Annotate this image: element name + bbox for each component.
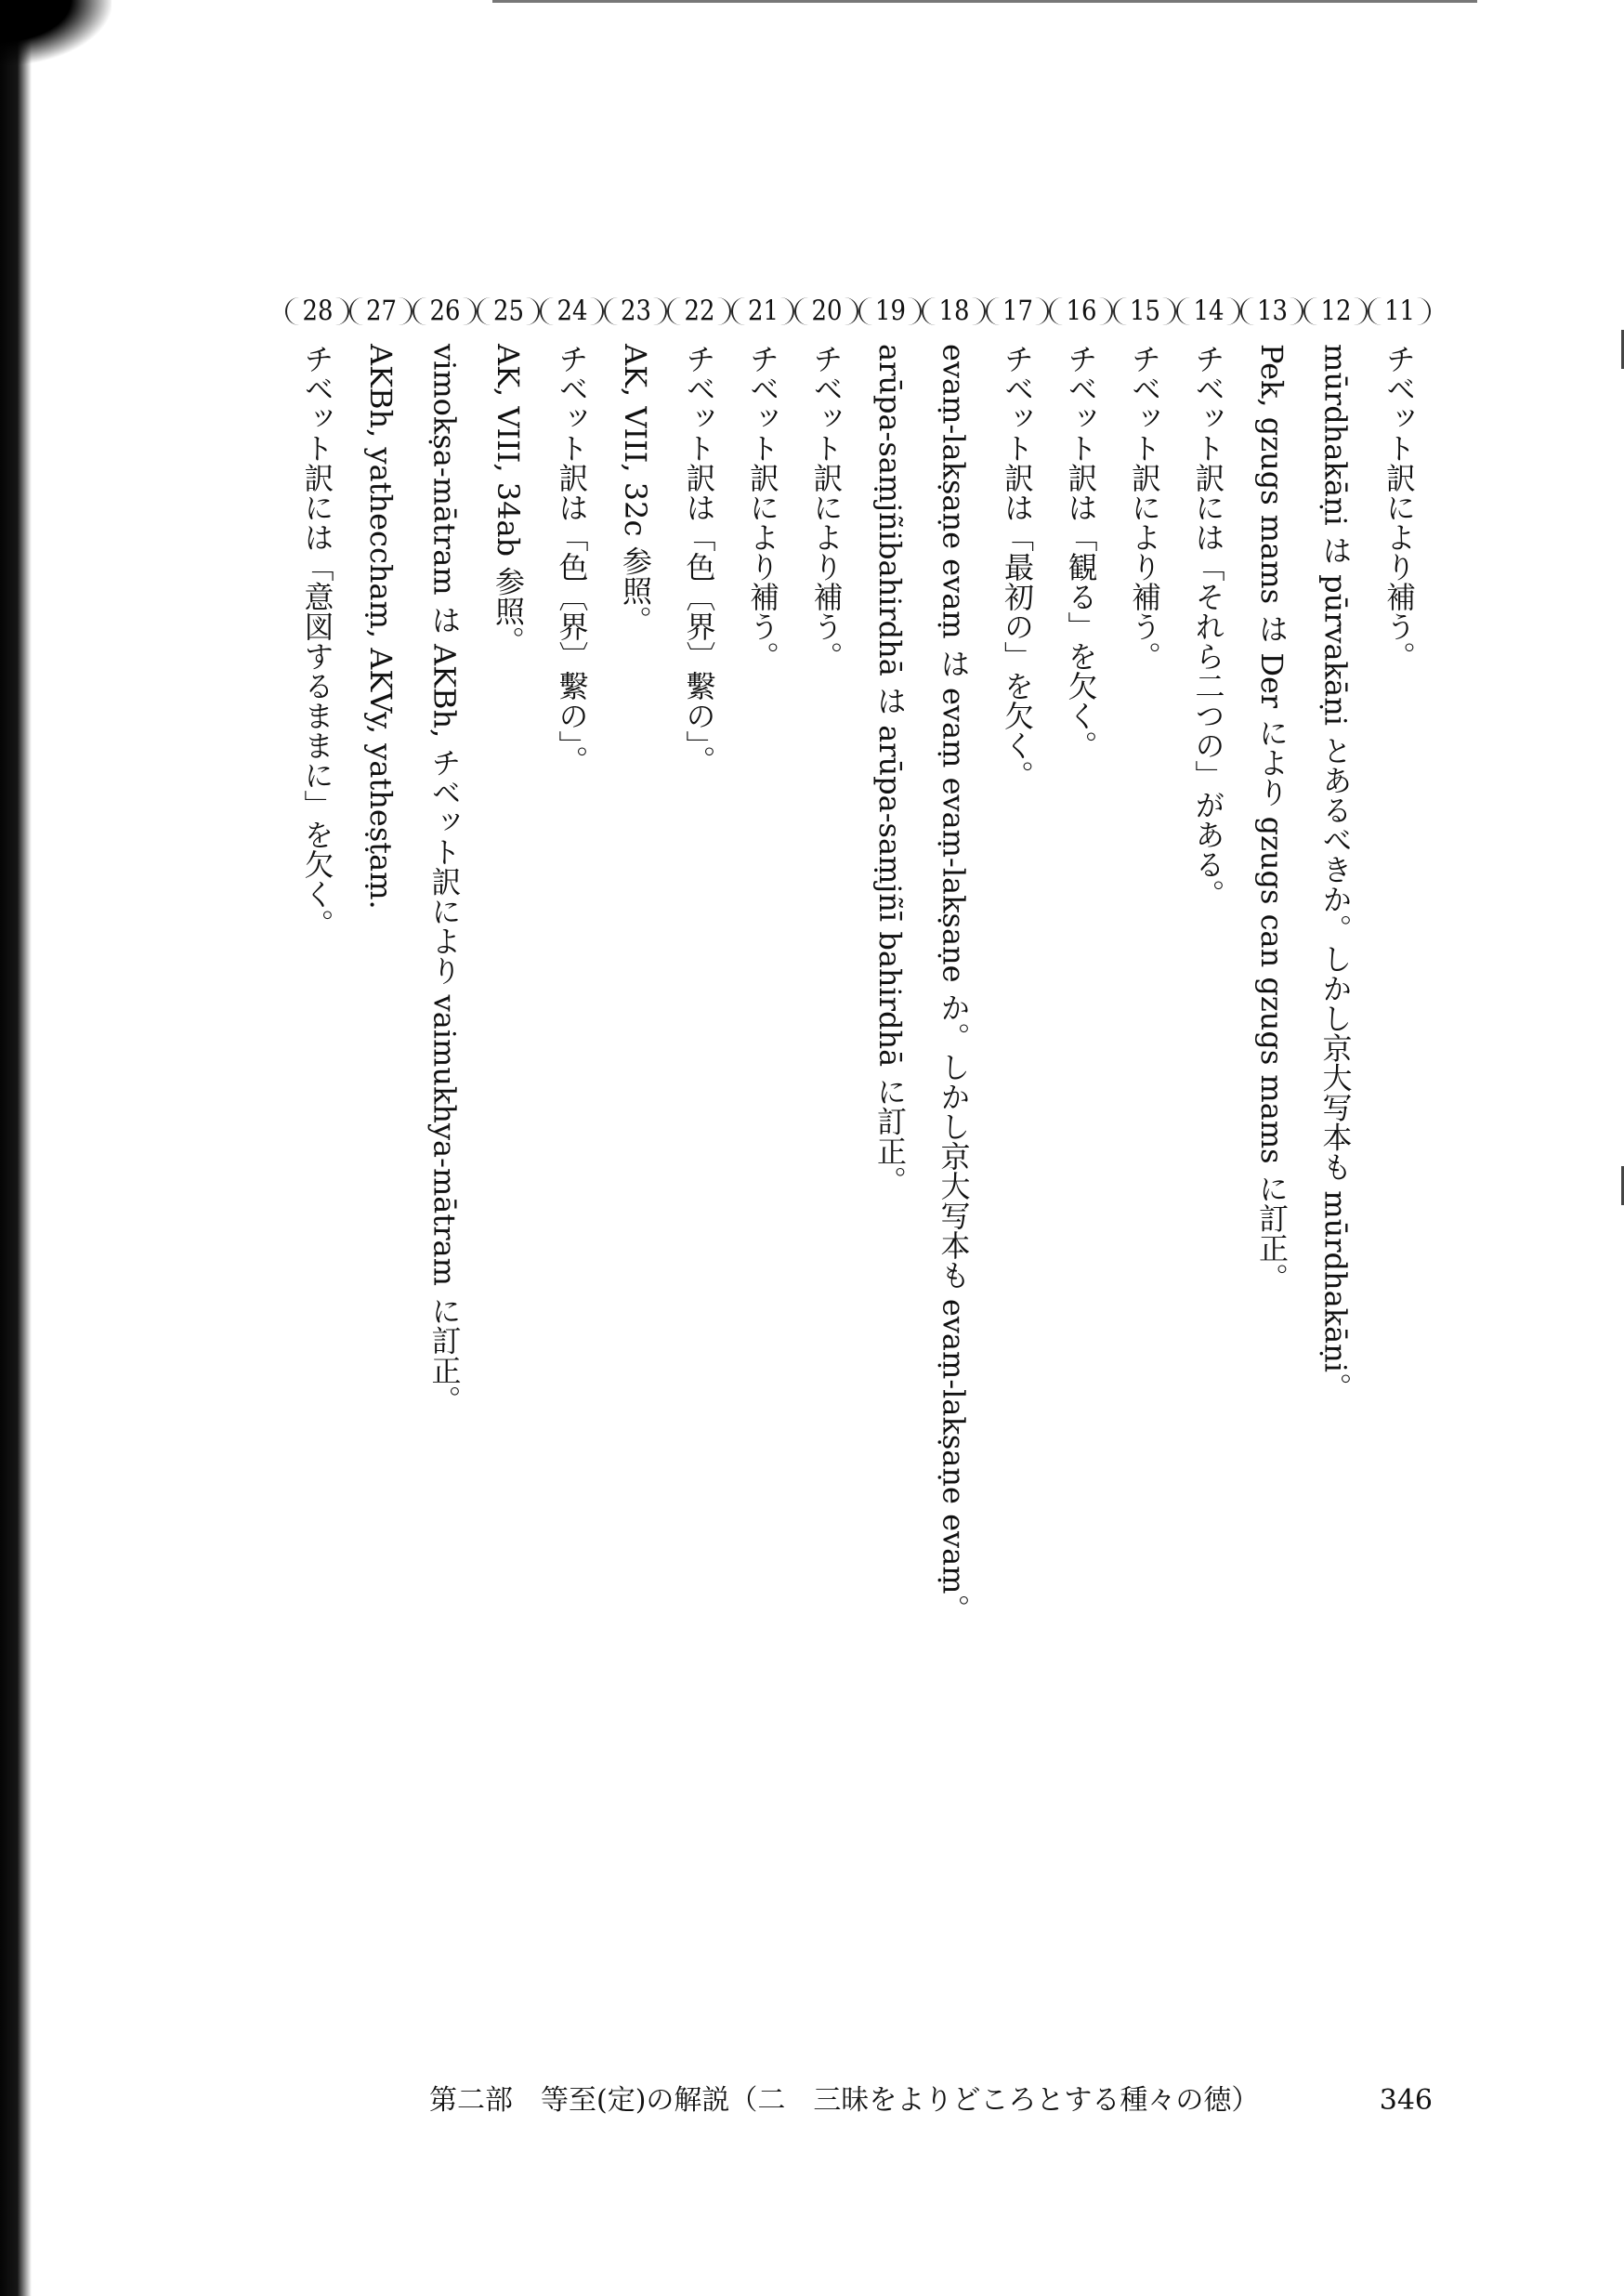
endnote bbox=[285, 297, 349, 2063]
endnote bbox=[731, 297, 795, 2063]
endnote-number: 22 bbox=[667, 297, 731, 325]
endnote-text: AKBh, yathecchaṃ, AKVy, yatheṣṭaṃ. bbox=[363, 344, 399, 910]
endnote-number: 17 bbox=[986, 297, 1050, 325]
endnote bbox=[667, 297, 731, 2063]
endnote-text: mūrdhakāṇi は pūrvakāṇi とあるべきか。しかし京大写本も mūrdhakāṇi。 bbox=[1317, 344, 1354, 1403]
endnote-text: チベット訳は「観る」を欠く。 bbox=[1063, 344, 1099, 760]
endnote bbox=[604, 297, 668, 2063]
endnote bbox=[1049, 297, 1113, 2063]
endnote-number: 14 bbox=[1176, 297, 1240, 325]
endnote-number: 18 bbox=[922, 297, 986, 325]
endnote bbox=[1176, 297, 1240, 2063]
endnote bbox=[1303, 297, 1368, 2063]
scan-top-rule bbox=[492, 0, 1477, 3]
endnote-number: 28 bbox=[285, 297, 349, 325]
endnote-number: 21 bbox=[731, 297, 795, 325]
endnote-text: AK, VIII, 34ab 参照。 bbox=[491, 344, 526, 656]
endnote bbox=[858, 297, 923, 2063]
running-head: 第二部 等至(定)の解説（二 三昧をよりどころとする種々の徳） bbox=[429, 2084, 1260, 2117]
scan-corner-shadow bbox=[0, 0, 111, 65]
endnote-number: 13 bbox=[1240, 297, 1304, 325]
endnote-text: チベット訳により補う。 bbox=[808, 344, 845, 671]
endnote-number: 26 bbox=[413, 297, 477, 325]
endnote-text: チベット訳により補う。 bbox=[1382, 344, 1417, 671]
endnote bbox=[1113, 297, 1177, 2063]
endnote-number: 19 bbox=[858, 297, 923, 325]
endnote-text: チベット訳には「それら二つの」がある。 bbox=[1190, 344, 1226, 909]
endnote-text: チベット訳は「色〔界〕繫の」。 bbox=[681, 344, 717, 775]
endnote-number: 15 bbox=[1113, 297, 1177, 325]
endnote bbox=[986, 297, 1050, 2063]
endnote-text: arūpa-saṃjñibahirdhā は arūpa-saṃjñī bahirdhā に訂正。 bbox=[872, 344, 908, 1196]
endnote bbox=[1368, 297, 1432, 2063]
page-number: 346 bbox=[1379, 2084, 1433, 2117]
endnote-text: チベット訳により補う。 bbox=[745, 344, 780, 671]
endnote-number: 16 bbox=[1049, 297, 1113, 325]
endnote-text: チベット訳は「最初の」を欠く。 bbox=[1000, 344, 1035, 790]
endnote-number: 24 bbox=[540, 297, 604, 325]
endnote-text: チベット訳には「意図するままに」を欠く。 bbox=[299, 344, 335, 938]
endnotes-block bbox=[299, 297, 1431, 2063]
endnote bbox=[413, 297, 477, 2063]
endnote-number: 23 bbox=[604, 297, 668, 325]
page-footer bbox=[429, 2078, 1433, 2124]
endnote-number: 11 bbox=[1368, 297, 1432, 325]
endnote bbox=[794, 297, 858, 2063]
endnote-text: Pek, gzugs mams は Der により gzugs can gzugs mams に訂正。 bbox=[1254, 344, 1290, 1292]
endnote-text: AK, VIII, 32c 参照。 bbox=[618, 344, 653, 636]
endnote-number: 12 bbox=[1303, 297, 1368, 325]
endnote-text: チベット訳により補う。 bbox=[1127, 344, 1162, 671]
endnote bbox=[1240, 297, 1304, 2063]
scan-edge-shadow bbox=[0, 0, 32, 2296]
endnote-text: vimokṣa-mātram は AKBh, チベット訳により vaimukhya-mātram に訂正。 bbox=[426, 344, 463, 1415]
endnote-number: 25 bbox=[477, 297, 541, 325]
endnote-text: チベット訳は「色〔界〕繫の」。 bbox=[554, 344, 590, 775]
endnote bbox=[540, 297, 604, 2063]
endnote bbox=[477, 297, 541, 2063]
endnote-text: evaṃ-lakṣaṇe evaṃ は evaṃ evaṃ-lakṣaṇe か。しかし京大写本も evaṃ-lakṣaṇe evaṃ。 bbox=[936, 344, 972, 1624]
endnote bbox=[349, 297, 413, 2063]
endnote-number: 27 bbox=[349, 297, 413, 325]
endnote-number: 20 bbox=[794, 297, 858, 325]
endnote bbox=[922, 297, 986, 2063]
